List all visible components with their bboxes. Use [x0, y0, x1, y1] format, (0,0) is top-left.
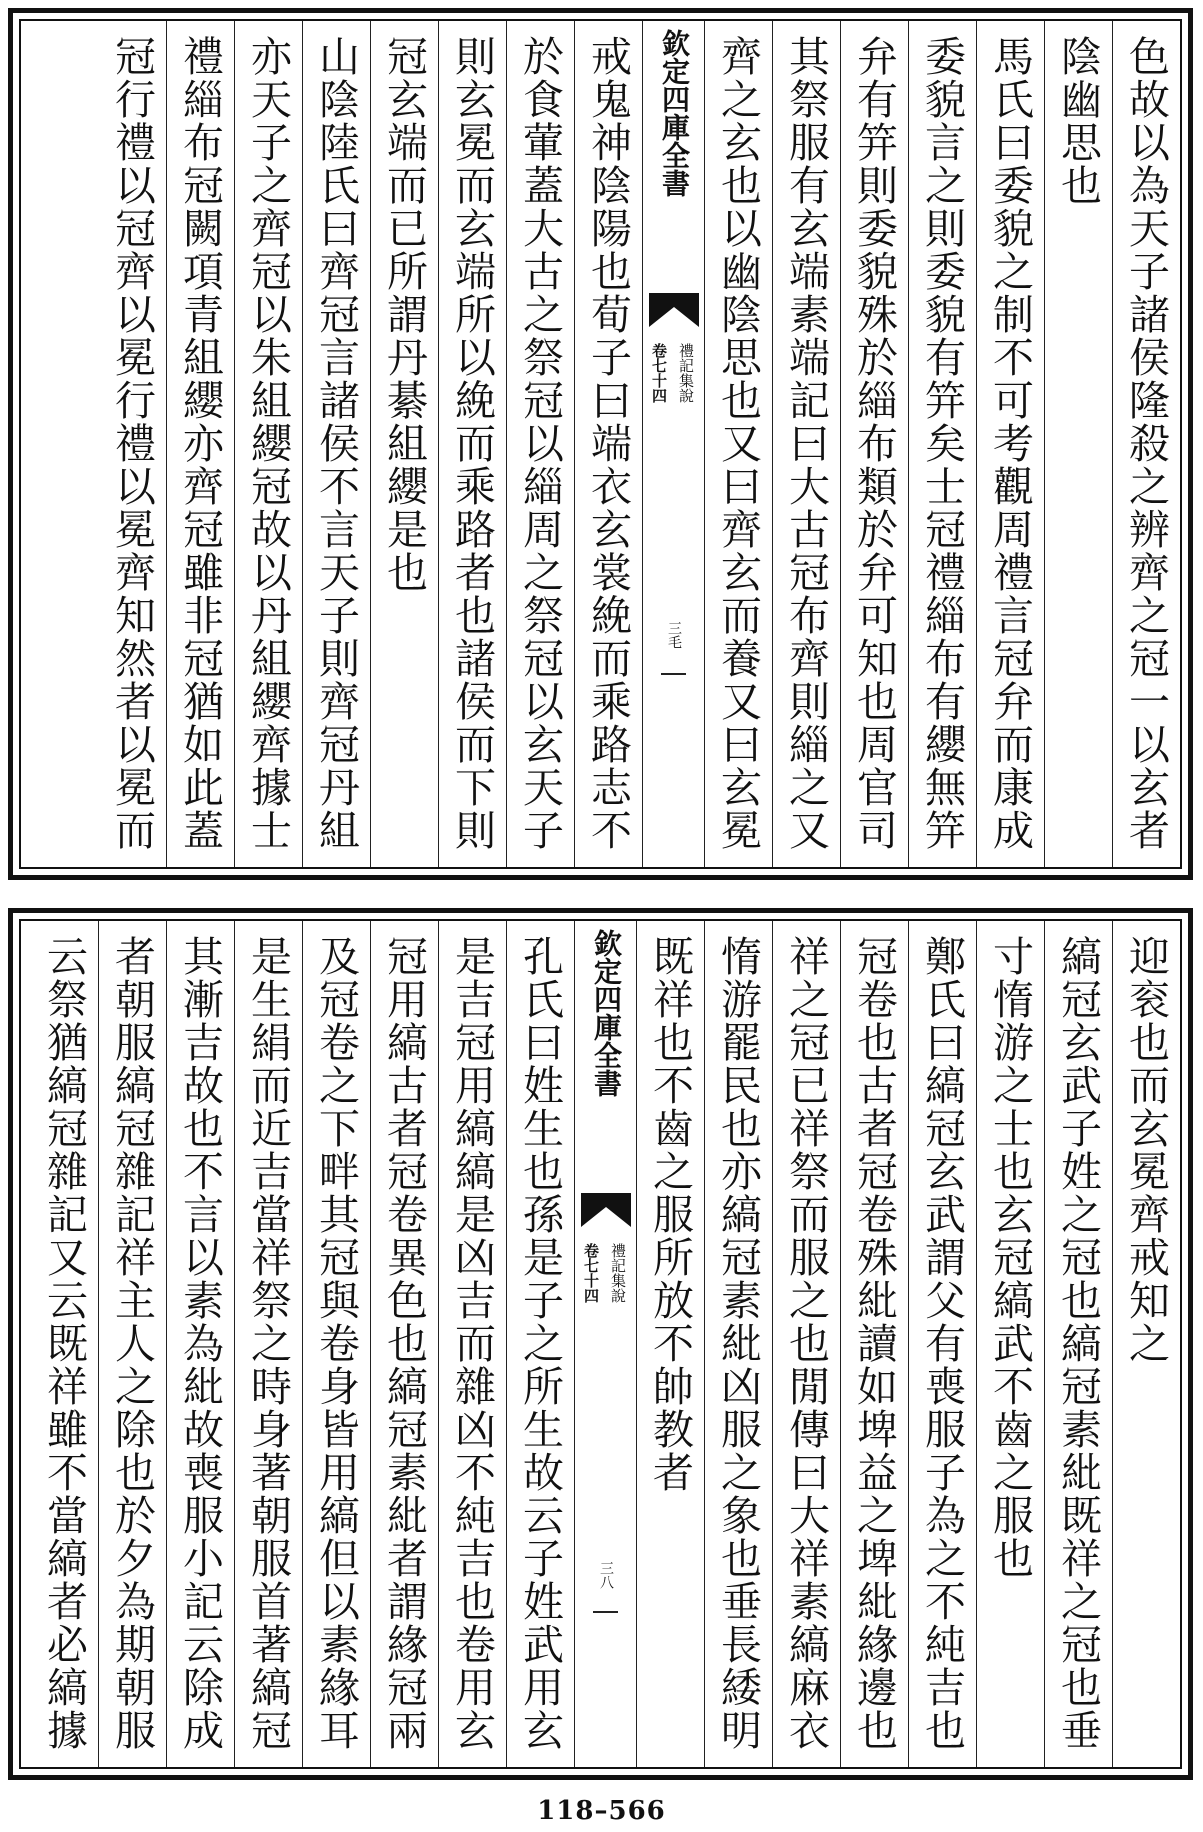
juan-number: 卷七十四	[650, 343, 668, 403]
text-column: 及冠卷之下畔其冠與卷身皆用縞但以素緣耳	[302, 921, 370, 1767]
text-column: 迎衮也而玄冕齊戒知之	[1112, 921, 1180, 1767]
page-panel-bottom	[8, 908, 1193, 1780]
text-columns-top	[21, 21, 1180, 867]
book-title: 欽定四庫全書	[658, 29, 691, 197]
sub-title: 禮記集說	[609, 1243, 627, 1303]
page-panel-top	[8, 8, 1193, 880]
text-column: 云祭猶縞冠雜記又云既祥雖不當縞者必縞據	[40, 935, 88, 1752]
text-column: 既祥也不齒之服所放不帥教者	[636, 921, 704, 1767]
text-column: 惰游罷民也亦縞冠素紕凶服之象也垂長緌明	[704, 921, 772, 1767]
text-column: 於食葷蓋大古之祭冠以緇周之祭冠以玄天子	[506, 21, 574, 867]
page-frame-bottom	[19, 919, 1182, 1769]
text-column: 亦天子之齊冠以朱組纓冠故以丹組纓齊據士	[234, 21, 302, 867]
book-title: 欽定四庫全書	[590, 929, 623, 1097]
text-column: 其漸吉故也不言以素為紕故喪服小記云除成	[166, 921, 234, 1767]
folio-divider	[593, 1611, 618, 1613]
text-columns-bottom	[21, 921, 1180, 1767]
text-column: 弁有笄則委貌殊於緇布類於弁可知也周官司	[840, 21, 908, 867]
text-column: 祥之冠已祥祭而服之也閒傳曰大祥素縞麻衣	[772, 921, 840, 1767]
folio-number: 三八	[598, 1561, 614, 1589]
text-column: 禮緇布冠闕項青組纓亦齊冠雖非冠猶如此蓋	[166, 21, 234, 867]
text-column: 冠卷也古者冠卷殊紕讀如埤益之埤紕緣邊也	[840, 921, 908, 1767]
center-fold	[642, 21, 704, 867]
text-column: 是生絹而近吉當祥祭之時身著朝服首著縞冠	[234, 921, 302, 1767]
text-column: 冠用縞古者冠卷異色也縞冠素紕者謂緣冠兩	[370, 921, 438, 1767]
text-column: 山陰陸氏曰齊冠言諸侯不言天子則齊冠丹組	[302, 21, 370, 867]
center-fold	[574, 921, 636, 1767]
text-column: 寸惰游之士也玄冠縞武不齒之服也	[976, 921, 1044, 1767]
text-column: 是吉冠用縞縞是凶吉而雜凶不純吉也卷用玄	[438, 921, 506, 1767]
page-number: 118–566	[537, 1796, 666, 1826]
page-frame-top	[19, 19, 1182, 869]
fish-tail-mark	[649, 293, 699, 327]
text-column: 戒鬼神陰陽也荀子曰端衣玄裳絻而乘路志不	[574, 21, 642, 867]
text-column: 齊之玄也以幽陰思也又曰齊玄而養又曰玄冕	[704, 21, 772, 867]
text-column: 色故以為天子諸侯隆殺之辨齊之冠一以玄者	[1112, 21, 1180, 867]
juan-number: 卷七十四	[582, 1243, 600, 1303]
text-column: 孔氏曰姓生也孫是子之所生故云子姓武用玄	[506, 921, 574, 1767]
text-column: 則玄冕而玄端所以絻而乘路者也諸侯而下則	[438, 21, 506, 867]
text-column: 委貌言之則委貌有笄矣士冠禮緇布有纓無笄	[908, 21, 976, 867]
text-column: 馬氏曰委貌之制不可考觀周禮言冠弁而康成	[976, 21, 1044, 867]
text-column: 鄭氏曰縞冠玄武謂父有喪服子為之不純吉也	[908, 921, 976, 1767]
folio-number: 三毛	[666, 621, 682, 649]
folio-divider	[661, 673, 686, 675]
text-column: 陰幽思也	[1044, 21, 1112, 867]
fish-tail-mark	[581, 1193, 631, 1227]
sub-title: 禮記集說	[677, 343, 695, 403]
text-column: 者朝服縞冠雜記祥主人之除也於夕為期朝服	[98, 921, 166, 1767]
text-column: 縞冠玄武子姓之冠也縞冠素紕既祥之冠也垂	[1044, 921, 1112, 1767]
text-column: 冠行禮以冠齊以冕行禮以冕齊知然者以冕而	[108, 35, 156, 852]
text-column: 其祭服有玄端素端記曰大古冠布齊則緇之又	[772, 21, 840, 867]
text-column: 冠玄端而已所謂丹綦組纓是也	[370, 21, 438, 867]
